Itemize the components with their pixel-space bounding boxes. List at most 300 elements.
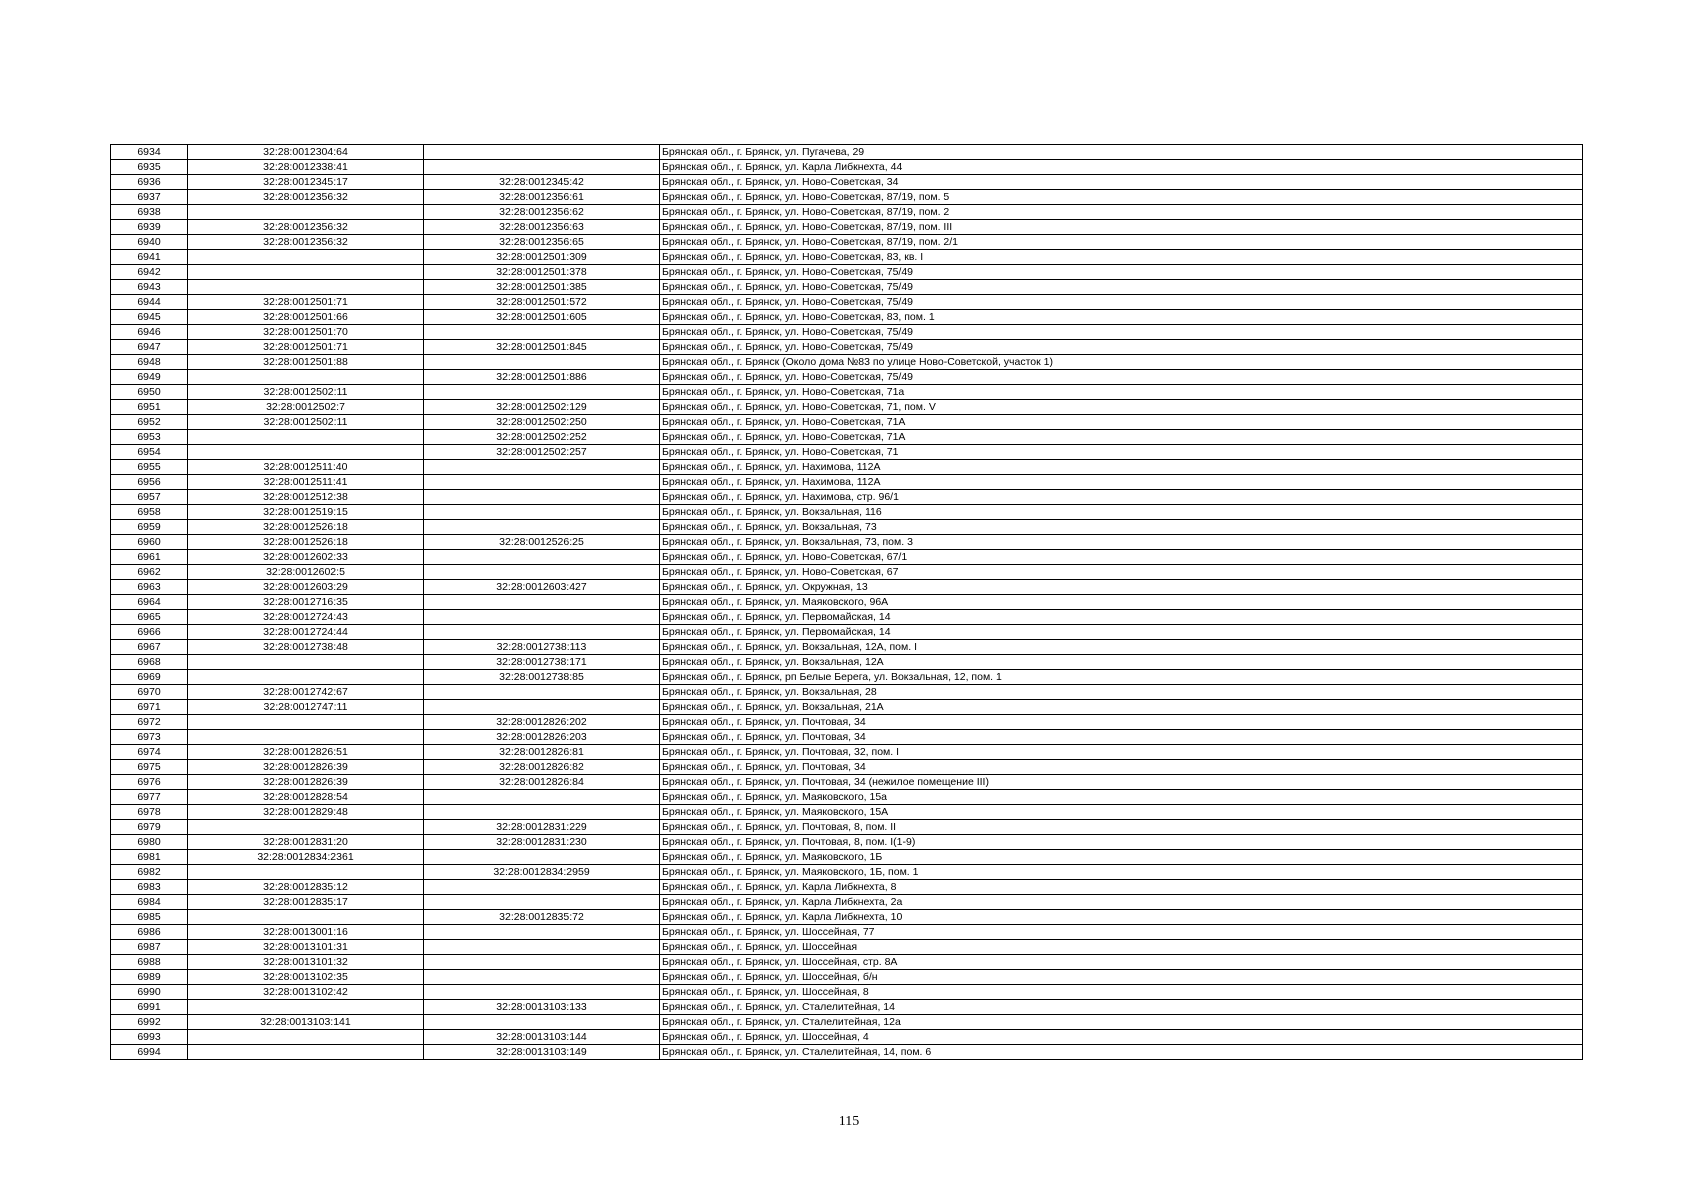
row-number-cell: 6988 <box>111 955 188 970</box>
related-cadastral-number-cell: 32:28:0013103:144 <box>424 1030 660 1045</box>
cadastral-number-cell: 32:28:0012501:88 <box>188 355 424 370</box>
address-cell: Брянская обл., г. Брянск, ул. Шоссейная, 8 <box>660 985 1583 1000</box>
table-row <box>111 490 1583 505</box>
address-cell: Брянская обл., г. Брянск, ул. Ново-Советская, 71 <box>660 445 1583 460</box>
cadastral-number-cell: 32:28:0012835:17 <box>188 895 424 910</box>
cadastral-number-cell: 32:28:0013102:35 <box>188 970 424 985</box>
cadastral-number-cell: 32:28:0012512:38 <box>188 490 424 505</box>
table-row <box>111 895 1583 910</box>
address-cell: Брянская обл., г. Брянск, ул. Почтовая, 34 (нежилое помещение III) <box>660 775 1583 790</box>
row-number-cell: 6979 <box>111 820 188 835</box>
table-row <box>111 505 1583 520</box>
row-number-cell: 6934 <box>111 145 188 160</box>
related-cadastral-number-cell <box>424 610 660 625</box>
row-number-cell: 6994 <box>111 1045 188 1060</box>
cadastral-number-cell: 32:28:0012724:44 <box>188 625 424 640</box>
table-row <box>111 670 1583 685</box>
address-cell: Брянская обл., г. Брянск, ул. Ново-Советская, 75/49 <box>660 265 1583 280</box>
cadastral-number-cell: 32:28:0012828:54 <box>188 790 424 805</box>
row-number-cell: 6949 <box>111 370 188 385</box>
table-row <box>111 205 1583 220</box>
row-number-cell: 6982 <box>111 865 188 880</box>
related-cadastral-number-cell: 32:28:0012835:72 <box>424 910 660 925</box>
table-row <box>111 1030 1583 1045</box>
row-number-cell: 6993 <box>111 1030 188 1045</box>
cadastral-number-cell: 32:28:0012747:11 <box>188 700 424 715</box>
table-row <box>111 685 1583 700</box>
related-cadastral-number-cell <box>424 985 660 1000</box>
address-cell: Брянская обл., г. Брянск, ул. Ново-Советская, 83, пом. 1 <box>660 310 1583 325</box>
row-number-cell: 6989 <box>111 970 188 985</box>
related-cadastral-number-cell <box>424 625 660 640</box>
cadastral-number-cell: 32:28:0012519:15 <box>188 505 424 520</box>
table-row <box>111 925 1583 940</box>
row-number-cell: 6956 <box>111 475 188 490</box>
address-cell: Брянская обл., г. Брянск, ул. Нахимова, 112А <box>660 475 1583 490</box>
table-row <box>111 430 1583 445</box>
row-number-cell: 6986 <box>111 925 188 940</box>
table-row <box>111 1015 1583 1030</box>
table-row <box>111 910 1583 925</box>
cadastral-number-cell: 32:28:0012831:20 <box>188 835 424 850</box>
row-number-cell: 6968 <box>111 655 188 670</box>
related-cadastral-number-cell <box>424 700 660 715</box>
table-row <box>111 535 1583 550</box>
cadastral-number-cell: 32:28:0012511:40 <box>188 460 424 475</box>
table-row <box>111 400 1583 415</box>
related-cadastral-number-cell: 32:28:0012501:572 <box>424 295 660 310</box>
related-cadastral-number-cell <box>424 685 660 700</box>
cadastral-number-cell: 32:28:0012356:32 <box>188 235 424 250</box>
address-cell: Брянская обл., г. Брянск, ул. Вокзальная, 12А <box>660 655 1583 670</box>
address-cell: Брянская обл., г. Брянск, ул. Ново-Советская, 75/49 <box>660 295 1583 310</box>
row-number-cell: 6973 <box>111 730 188 745</box>
related-cadastral-number-cell <box>424 925 660 940</box>
table-row <box>111 190 1583 205</box>
related-cadastral-number-cell: 32:28:0012826:82 <box>424 760 660 775</box>
related-cadastral-number-cell: 32:28:0012603:427 <box>424 580 660 595</box>
row-number-cell: 6960 <box>111 535 188 550</box>
table-row <box>111 310 1583 325</box>
address-cell: Брянская обл., г. Брянск, ул. Ново-Советская, 87/19, пом. 2/1 <box>660 235 1583 250</box>
related-cadastral-number-cell <box>424 355 660 370</box>
related-cadastral-number-cell <box>424 385 660 400</box>
cadastral-number-cell: 32:28:0013101:31 <box>188 940 424 955</box>
cadastral-number-cell: 32:28:0012526:18 <box>188 535 424 550</box>
table-row <box>111 460 1583 475</box>
row-number-cell: 6944 <box>111 295 188 310</box>
related-cadastral-number-cell: 32:28:0012356:61 <box>424 190 660 205</box>
related-cadastral-number-cell: 32:28:0012356:65 <box>424 235 660 250</box>
related-cadastral-number-cell: 32:28:0012356:63 <box>424 220 660 235</box>
table-row <box>111 385 1583 400</box>
table-row <box>111 730 1583 745</box>
address-cell: Брянская обл., г. Брянск, ул. Ново-Советская, 83, кв. I <box>660 250 1583 265</box>
row-number-cell: 6939 <box>111 220 188 235</box>
related-cadastral-number-cell <box>424 460 660 475</box>
related-cadastral-number-cell: 32:28:0012831:229 <box>424 820 660 835</box>
row-number-cell: 6983 <box>111 880 188 895</box>
table-row <box>111 745 1583 760</box>
cadastral-number-cell: 32:28:0012826:51 <box>188 745 424 760</box>
address-cell: Брянская обл., г. Брянск, ул. Первомайская, 14 <box>660 610 1583 625</box>
cadastral-number-cell <box>188 865 424 880</box>
related-cadastral-number-cell <box>424 160 660 175</box>
related-cadastral-number-cell: 32:28:0012501:886 <box>424 370 660 385</box>
address-cell: Брянская обл., г. Брянск, ул. Почтовая, 8, пом. I(1-9) <box>660 835 1583 850</box>
row-number-cell: 6948 <box>111 355 188 370</box>
cadastral-number-cell: 32:28:0013102:42 <box>188 985 424 1000</box>
cadastral-number-cell: 32:28:0012304:64 <box>188 145 424 160</box>
address-cell: Брянская обл., г. Брянск, ул. Ново-Советская, 87/19, пом. 5 <box>660 190 1583 205</box>
table-row <box>111 715 1583 730</box>
related-cadastral-number-cell: 32:28:0012826:81 <box>424 745 660 760</box>
table-row <box>111 985 1583 1000</box>
row-number-cell: 6941 <box>111 250 188 265</box>
row-number-cell: 6954 <box>111 445 188 460</box>
cadastral-number-cell <box>188 430 424 445</box>
cadastral-number-cell <box>188 820 424 835</box>
related-cadastral-number-cell: 32:28:0012502:252 <box>424 430 660 445</box>
address-cell: Брянская обл., г. Брянск, ул. Шоссейная, стр. 8А <box>660 955 1583 970</box>
address-cell: Брянская обл., г. Брянск, ул. Почтовая, 34 <box>660 715 1583 730</box>
cadastral-number-cell: 32:28:0012511:41 <box>188 475 424 490</box>
address-cell: Брянская обл., г. Брянск, ул. Ново-Советская, 87/19, пом. 2 <box>660 205 1583 220</box>
row-number-cell: 6940 <box>111 235 188 250</box>
address-cell: Брянская обл., г. Брянск, ул. Карла Либкнехта, 10 <box>660 910 1583 925</box>
table-row <box>111 775 1583 790</box>
row-number-cell: 6953 <box>111 430 188 445</box>
address-cell: Брянская обл., г. Брянск, ул. Пугачева, 29 <box>660 145 1583 160</box>
related-cadastral-number-cell <box>424 520 660 535</box>
cadastral-number-cell: 32:28:0012716:35 <box>188 595 424 610</box>
related-cadastral-number-cell: 32:28:0012501:605 <box>424 310 660 325</box>
row-number-cell: 6947 <box>111 340 188 355</box>
row-number-cell: 6975 <box>111 760 188 775</box>
row-number-cell: 6957 <box>111 490 188 505</box>
address-cell: Брянская обл., г. Брянск, ул. Почтовая, 34 <box>660 730 1583 745</box>
table-row <box>111 265 1583 280</box>
cadastral-number-cell: 32:28:0012742:67 <box>188 685 424 700</box>
related-cadastral-number-cell: 32:28:0013103:149 <box>424 1045 660 1060</box>
registry-table <box>110 144 1583 1060</box>
table-row <box>111 610 1583 625</box>
cadastral-number-cell: 32:28:0012356:32 <box>188 220 424 235</box>
related-cadastral-number-cell <box>424 940 660 955</box>
related-cadastral-number-cell: 32:28:0012501:378 <box>424 265 660 280</box>
cadastral-number-cell: 32:28:0013101:32 <box>188 955 424 970</box>
table-row <box>111 955 1583 970</box>
table-row <box>111 325 1583 340</box>
row-number-cell: 6985 <box>111 910 188 925</box>
row-number-cell: 6936 <box>111 175 188 190</box>
cadastral-number-cell: 32:28:0012502:7 <box>188 400 424 415</box>
address-cell: Брянская обл., г. Брянск, ул. Сталелитейная, 14, пом. 6 <box>660 1045 1583 1060</box>
table-row <box>111 820 1583 835</box>
page-number: 115 <box>838 1114 860 1129</box>
row-number-cell: 6937 <box>111 190 188 205</box>
table-row <box>111 475 1583 490</box>
cadastral-number-cell: 32:28:0012526:18 <box>188 520 424 535</box>
table-row <box>111 655 1583 670</box>
table-row <box>111 760 1583 775</box>
cadastral-number-cell <box>188 1045 424 1060</box>
address-cell: Брянская обл., г. Брянск, ул. Нахимова, 112А <box>660 460 1583 475</box>
related-cadastral-number-cell: 32:28:0012356:62 <box>424 205 660 220</box>
related-cadastral-number-cell <box>424 970 660 985</box>
cadastral-number-cell: 32:28:0013001:16 <box>188 925 424 940</box>
address-cell: Брянская обл., г. Брянск, ул. Карла Либкнехта, 8 <box>660 880 1583 895</box>
address-cell: Брянская обл., г. Брянск, ул. Вокзальная, 21А <box>660 700 1583 715</box>
row-number-cell: 6978 <box>111 805 188 820</box>
table-row <box>111 520 1583 535</box>
address-cell: Брянская обл., г. Брянск, ул. Маяковского, 15А <box>660 805 1583 820</box>
cadastral-number-cell <box>188 730 424 745</box>
row-number-cell: 6969 <box>111 670 188 685</box>
related-cadastral-number-cell: 32:28:0012826:203 <box>424 730 660 745</box>
table-row <box>111 580 1583 595</box>
related-cadastral-number-cell <box>424 565 660 580</box>
row-number-cell: 6967 <box>111 640 188 655</box>
table-row <box>111 1045 1583 1060</box>
row-number-cell: 6972 <box>111 715 188 730</box>
cadastral-number-cell: 32:28:0012834:2361 <box>188 850 424 865</box>
row-number-cell: 6976 <box>111 775 188 790</box>
cadastral-number-cell: 32:28:0012501:71 <box>188 295 424 310</box>
table-row <box>111 970 1583 985</box>
related-cadastral-number-cell: 32:28:0012501:309 <box>424 250 660 265</box>
related-cadastral-number-cell <box>424 145 660 160</box>
cadastral-number-cell <box>188 280 424 295</box>
related-cadastral-number-cell: 32:28:0012826:202 <box>424 715 660 730</box>
related-cadastral-number-cell <box>424 790 660 805</box>
table-row <box>111 415 1583 430</box>
table-row <box>111 280 1583 295</box>
table-row <box>111 370 1583 385</box>
related-cadastral-number-cell: 32:28:0012738:113 <box>424 640 660 655</box>
cadastral-number-cell <box>188 655 424 670</box>
related-cadastral-number-cell <box>424 1015 660 1030</box>
related-cadastral-number-cell: 32:28:0012345:42 <box>424 175 660 190</box>
address-cell: Брянская обл., г. Брянск, ул. Маяковского, 96А <box>660 595 1583 610</box>
row-number-cell: 6980 <box>111 835 188 850</box>
address-cell: Брянская обл., г. Брянск, ул. Маяковского, 15а <box>660 790 1583 805</box>
row-number-cell: 6964 <box>111 595 188 610</box>
address-cell: Брянская обл., г. Брянск (Около дома №83 по улице Ново-Советской, участок 1) <box>660 355 1583 370</box>
row-number-cell: 6951 <box>111 400 188 415</box>
table-row <box>111 295 1583 310</box>
address-cell: Брянская обл., г. Брянск, ул. Ново-Советская, 75/49 <box>660 340 1583 355</box>
related-cadastral-number-cell <box>424 475 660 490</box>
cadastral-number-cell: 32:28:0012338:41 <box>188 160 424 175</box>
related-cadastral-number-cell: 32:28:0012738:171 <box>424 655 660 670</box>
cadastral-number-cell: 32:28:0012356:32 <box>188 190 424 205</box>
row-number-cell: 6965 <box>111 610 188 625</box>
address-cell: Брянская обл., г. Брянск, ул. Ново-Советская, 34 <box>660 175 1583 190</box>
address-cell: Брянская обл., г. Брянск, ул. Ново-Советская, 67/1 <box>660 550 1583 565</box>
related-cadastral-number-cell <box>424 880 660 895</box>
cadastral-number-cell <box>188 250 424 265</box>
address-cell: Брянская обл., г. Брянск, ул. Вокзальная, 73, пом. 3 <box>660 535 1583 550</box>
address-cell: Брянская обл., г. Брянск, ул. Ново-Советская, 71А <box>660 430 1583 445</box>
row-number-cell: 6950 <box>111 385 188 400</box>
address-cell: Брянская обл., г. Брянск, ул. Ново-Советская, 87/19, пом. III <box>660 220 1583 235</box>
row-number-cell: 6952 <box>111 415 188 430</box>
related-cadastral-number-cell <box>424 595 660 610</box>
address-cell: Брянская обл., г. Брянск, ул. Ново-Советская, 75/49 <box>660 280 1583 295</box>
address-cell: Брянская обл., г. Брянск, ул. Ново-Советская, 67 <box>660 565 1583 580</box>
address-cell: Брянская обл., г. Брянск, ул. Ново-Советская, 71а <box>660 385 1583 400</box>
table-row <box>111 235 1583 250</box>
related-cadastral-number-cell <box>424 505 660 520</box>
row-number-cell: 6958 <box>111 505 188 520</box>
address-cell: Брянская обл., г. Брянск, ул. Ново-Советская, 71А <box>660 415 1583 430</box>
cadastral-number-cell: 32:28:0012835:12 <box>188 880 424 895</box>
related-cadastral-number-cell: 32:28:0012502:257 <box>424 445 660 460</box>
address-cell: Брянская обл., г. Брянск, ул. Сталелитейная, 14 <box>660 1000 1583 1015</box>
cadastral-number-cell <box>188 1000 424 1015</box>
table-row <box>111 340 1583 355</box>
address-cell: Брянская обл., г. Брянск, ул. Маяковского, 1Б, пом. 1 <box>660 865 1583 880</box>
cadastral-number-cell: 32:28:0012501:71 <box>188 340 424 355</box>
related-cadastral-number-cell <box>424 550 660 565</box>
table-row <box>111 880 1583 895</box>
address-cell: Брянская обл., г. Брянск, ул. Шоссейная, б/н <box>660 970 1583 985</box>
address-cell: Брянская обл., г. Брянск, ул. Почтовая, 34 <box>660 760 1583 775</box>
row-number-cell: 6938 <box>111 205 188 220</box>
row-number-cell: 6970 <box>111 685 188 700</box>
cadastral-number-cell <box>188 205 424 220</box>
related-cadastral-number-cell <box>424 805 660 820</box>
table-row <box>111 700 1583 715</box>
cadastral-number-cell <box>188 265 424 280</box>
related-cadastral-number-cell <box>424 895 660 910</box>
address-cell: Брянская обл., г. Брянск, ул. Шоссейная, 4 <box>660 1030 1583 1045</box>
table-row <box>111 175 1583 190</box>
cadastral-number-cell <box>188 445 424 460</box>
table-row <box>111 565 1583 580</box>
related-cadastral-number-cell <box>424 955 660 970</box>
row-number-cell: 6981 <box>111 850 188 865</box>
cadastral-number-cell: 32:28:0012501:70 <box>188 325 424 340</box>
registry-table-body <box>111 145 1583 1060</box>
address-cell: Брянская обл., г. Брянск, рп Белые Берега, ул. Вокзальная, 12, пом. 1 <box>660 670 1583 685</box>
related-cadastral-number-cell: 32:28:0012501:385 <box>424 280 660 295</box>
row-number-cell: 6984 <box>111 895 188 910</box>
table-row <box>111 250 1583 265</box>
table-row <box>111 835 1583 850</box>
row-number-cell: 6990 <box>111 985 188 1000</box>
address-cell: Брянская обл., г. Брянск, ул. Первомайская, 14 <box>660 625 1583 640</box>
row-number-cell: 6943 <box>111 280 188 295</box>
related-cadastral-number-cell <box>424 850 660 865</box>
cadastral-number-cell: 32:28:0012738:48 <box>188 640 424 655</box>
cadastral-number-cell <box>188 670 424 685</box>
row-number-cell: 6961 <box>111 550 188 565</box>
address-cell: Брянская обл., г. Брянск, ул. Сталелитейная, 12а <box>660 1015 1583 1030</box>
row-number-cell: 6971 <box>111 700 188 715</box>
address-cell: Брянская обл., г. Брянск, ул. Вокзальная, 28 <box>660 685 1583 700</box>
table-row <box>111 220 1583 235</box>
cadastral-number-cell: 32:28:0012826:39 <box>188 775 424 790</box>
cadastral-number-cell: 32:28:0012602:33 <box>188 550 424 565</box>
address-cell: Брянская обл., г. Брянск, ул. Почтовая, 8, пом. II <box>660 820 1583 835</box>
cadastral-number-cell: 32:28:0012345:17 <box>188 175 424 190</box>
table-row <box>111 595 1583 610</box>
related-cadastral-number-cell: 32:28:0012738:85 <box>424 670 660 685</box>
table-row <box>111 550 1583 565</box>
row-number-cell: 6959 <box>111 520 188 535</box>
row-number-cell: 6987 <box>111 940 188 955</box>
address-cell: Брянская обл., г. Брянск, ул. Шоссейная <box>660 940 1583 955</box>
table-row <box>111 850 1583 865</box>
row-number-cell: 6963 <box>111 580 188 595</box>
related-cadastral-number-cell: 32:28:0012826:84 <box>424 775 660 790</box>
cadastral-number-cell: 32:28:0012826:39 <box>188 760 424 775</box>
table-row <box>111 790 1583 805</box>
cadastral-number-cell: 32:28:0012502:11 <box>188 415 424 430</box>
table-row <box>111 355 1583 370</box>
row-number-cell: 6935 <box>111 160 188 175</box>
table-row <box>111 145 1583 160</box>
address-cell: Брянская обл., г. Брянск, ул. Ново-Советская, 75/49 <box>660 370 1583 385</box>
cadastral-number-cell: 32:28:0012602:5 <box>188 565 424 580</box>
address-cell: Брянская обл., г. Брянск, ул. Карла Либкнехта, 44 <box>660 160 1583 175</box>
address-cell: Брянская обл., г. Брянск, ул. Шоссейная, 77 <box>660 925 1583 940</box>
address-cell: Брянская обл., г. Брянск, ул. Маяковского, 1Б <box>660 850 1583 865</box>
cadastral-number-cell: 32:28:0012829:48 <box>188 805 424 820</box>
row-number-cell: 6946 <box>111 325 188 340</box>
related-cadastral-number-cell: 32:28:0013103:133 <box>424 1000 660 1015</box>
row-number-cell: 6955 <box>111 460 188 475</box>
table-row <box>111 160 1583 175</box>
address-cell: Брянская обл., г. Брянск, ул. Ново-Советская, 71, пом. V <box>660 400 1583 415</box>
table-row <box>111 805 1583 820</box>
cadastral-number-cell: 32:28:0013103:141 <box>188 1015 424 1030</box>
related-cadastral-number-cell <box>424 325 660 340</box>
cadastral-number-cell: 32:28:0012502:11 <box>188 385 424 400</box>
table-row <box>111 445 1583 460</box>
row-number-cell: 6942 <box>111 265 188 280</box>
related-cadastral-number-cell <box>424 490 660 505</box>
address-cell: Брянская обл., г. Брянск, ул. Вокзальная, 116 <box>660 505 1583 520</box>
table-row <box>111 865 1583 880</box>
table-row <box>111 1000 1583 1015</box>
address-cell: Брянская обл., г. Брянск, ул. Вокзальная, 12А, пом. I <box>660 640 1583 655</box>
row-number-cell: 6974 <box>111 745 188 760</box>
cadastral-number-cell: 32:28:0012724:43 <box>188 610 424 625</box>
table-row <box>111 625 1583 640</box>
cadastral-number-cell: 32:28:0012603:29 <box>188 580 424 595</box>
row-number-cell: 6945 <box>111 310 188 325</box>
related-cadastral-number-cell: 32:28:0012831:230 <box>424 835 660 850</box>
address-cell: Брянская обл., г. Брянск, ул. Ново-Советская, 75/49 <box>660 325 1583 340</box>
related-cadastral-number-cell: 32:28:0012834:2959 <box>424 865 660 880</box>
cadastral-number-cell: 32:28:0012501:66 <box>188 310 424 325</box>
row-number-cell: 6966 <box>111 625 188 640</box>
cadastral-number-cell <box>188 910 424 925</box>
related-cadastral-number-cell: 32:28:0012502:129 <box>424 400 660 415</box>
table-row <box>111 940 1583 955</box>
related-cadastral-number-cell: 32:28:0012526:25 <box>424 535 660 550</box>
address-cell: Брянская обл., г. Брянск, ул. Вокзальная, 73 <box>660 520 1583 535</box>
cadastral-number-cell <box>188 715 424 730</box>
cadastral-number-cell <box>188 370 424 385</box>
address-cell: Брянская обл., г. Брянск, ул. Карла Либкнехта, 2а <box>660 895 1583 910</box>
address-cell: Брянская обл., г. Брянск, ул. Нахимова, стр. 96/1 <box>660 490 1583 505</box>
address-cell: Брянская обл., г. Брянск, ул. Окружная, 13 <box>660 580 1583 595</box>
row-number-cell: 6977 <box>111 790 188 805</box>
